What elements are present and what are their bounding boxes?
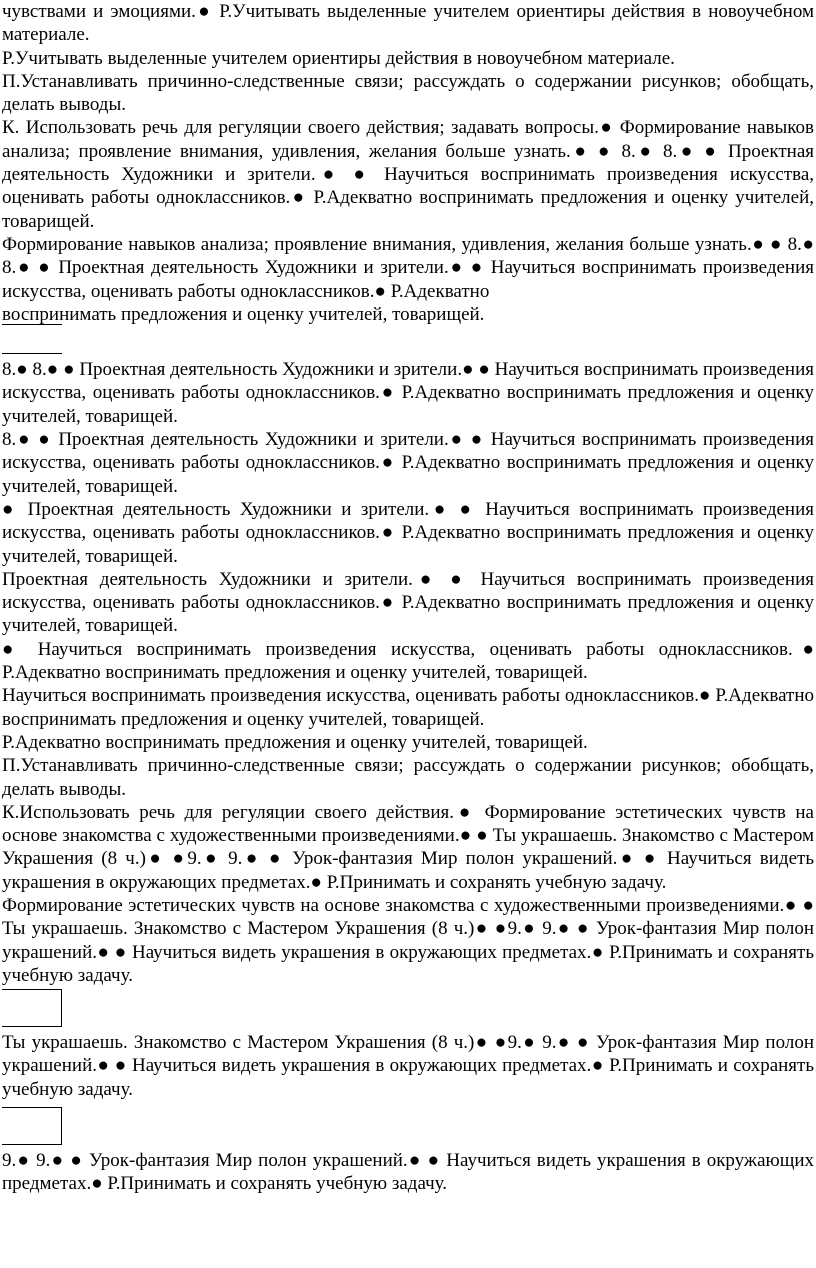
paragraph-5-continuation: воспринимать предложения и оценку учителей, товарищей.: [2, 303, 485, 325]
paragraph-9: Проектная деятельность Художники и зрители.● ● Научиться воспринимать произведения искусства, оценивать работы одноклассников.● Р.Адекватно воспринимать предложения и оценку учителей, товарищей.: [2, 568, 814, 637]
paragraph-5: Формирование навыков анализа; проявление внимания, удивления, желания больше узнать.● ● 8.● 8.● ● Проектная деятельность Художники и зрители.● ● Научиться воспринимать произведения искусства, оценивать работы одноклассников.● Р.Адекватно: [2, 233, 814, 302]
paragraph-15: Формирование эстетических чувств на основе знакомства с художественными произведениями.● ● Ты украшаешь. Знакомство с Мастером Украшения (8 ч.)● ●9.● 9.● ● Урок-фантазия Мир полон украшений.● ● Научиться видеть украшения в окружающих предметах.● Р.Принимать и сохранять учебную задачу.: [2, 894, 814, 986]
paragraph-14: К.Использовать речь для регуляции своего действия.● Формирование эстетических чувств на основе знакомства с художественными произведениями.● ● Ты украшаешь. Знакомство с Мастером Украшения (8 ч.)● ●9.● 9.● ● Урок-фантазия Мир полон украшений.● ● Научиться видеть украшения в окружающих предметах.● Р.Принимать и сохранять учебную задачу.: [2, 801, 814, 893]
paragraph-3: П.Устанавливать причинно-следственные связи; рассуждать о содержании рисунков; обобщать, делать выводы.: [2, 70, 814, 116]
paragraph-6: 8.● 8.● ● Проектная деятельность Художники и зрители.● ● Научиться воспринимать произведения искусства, оценивать работы одноклассников.● Р.Адекватно воспринимать предложения и оценку учителей, товарищей.: [2, 359, 814, 427]
paragraph-17: 9.● 9.● ● Урок-фантазия Мир полон украшений.● ● Научиться видеть украшения в окружающих предметах.● Р.Принимать и сохранять учебную задачу.: [2, 1150, 814, 1195]
paragraph-13: П.Устанавливать причинно-следственные связи; рассуждать о содержании рисунков; обобщать, делать выводы.: [2, 755, 814, 800]
paragraph-11: Научиться воспринимать произведения искусства, оценивать работы одноклассников.● Р.Адекватно воспринимать предложения и оценку учителей, товарищей.: [2, 685, 814, 730]
spacer: [2, 325, 814, 353]
paragraph-7: 8.● ● Проектная деятельность Художники и зрители.● ● Научиться воспринимать произведения искусства, оценивать работы одноклассников.● Р.Адекватно воспринимать предложения и оценку учителей, товарищей.: [2, 429, 814, 497]
table-cell-box: [2, 1107, 62, 1145]
paragraph-2: Р.Учитывать выделенные учителем ориентиры действия в новоучебном материале.: [2, 47, 675, 69]
paragraph-12: Р.Адекватно воспринимать предложения и оценку учителей, товарищей.: [2, 731, 588, 753]
paragraph-16: Ты украшаешь. Знакомство с Мастером Украшения (8 ч.)● ●9.● 9.● ● Урок-фантазия Мир полон украшений.● ● Научиться видеть украшения в окружающих предметах.● Р.Принимать и сохранять учебную задачу.: [2, 1032, 814, 1100]
paragraph-1: чувствами и эмоциями.● Р.Учитывать выделенные учителем ориентиры действия в новоучебном материале.: [2, 1, 814, 46]
paragraph-8: ● Проектная деятельность Художники и зрители.● ● Научиться воспринимать произведения искусства, оценивать работы одноклассников.● Р.Адекватно воспринимать предложения и оценку учителей, товарищей.: [2, 498, 814, 567]
paragraph-4: К. Использовать речь для регуляции своего действия; задавать вопросы.● Формирование навыков анализа; проявление внимания, удивления, желания больше узнать.● ● 8.● 8.● ● Проектная деятельность Художники и зрители.● ● Научиться воспринимать произведения искусства, оценивать работы одноклассников.● Р.Адекватно воспринимать предложения и оценку учителей, товарищей.: [2, 117, 814, 232]
table-cell-rule: [2, 353, 62, 354]
paragraph-10: ● Научиться воспринимать произведения искусства, оценивать работы одноклассников.● Р.Адекватно воспринимать предложения и оценку учителей, товарищей.: [2, 638, 814, 684]
table-cell-box: [2, 989, 62, 1027]
